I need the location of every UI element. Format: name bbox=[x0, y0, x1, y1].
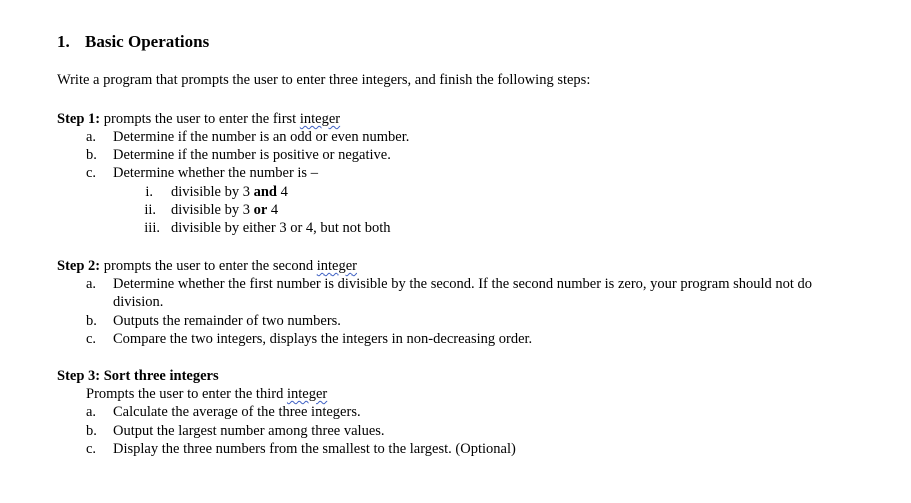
list-item-text: Display the three numbers from the smallest to the largest. (Optional) bbox=[113, 441, 516, 457]
sublist-text-post: 4 bbox=[276, 184, 288, 200]
sublist-text-post: 4 bbox=[267, 202, 279, 218]
step3-heading bbox=[57, 367, 219, 385]
list-item-text: Determine if the number is positive or negative. bbox=[113, 147, 391, 163]
list-item-text: Outputs the remainder of two numbers. bbox=[113, 313, 341, 329]
step2-text: prompts the user to enter the second bbox=[103, 258, 314, 274]
sublist-text-bold: and bbox=[253, 184, 277, 200]
section-title: Basic Operations bbox=[85, 32, 210, 51]
sublist-text-bold: or bbox=[253, 202, 268, 218]
sublist-text-pre: divisible by 3 bbox=[171, 202, 254, 218]
section-number: 1. bbox=[57, 32, 70, 51]
list-item-text: Determine whether the first number is divisible by the second. If the second number is zero, your program should not do bbox=[113, 276, 813, 292]
list-item-text: Calculate the average of the three integers. bbox=[113, 404, 361, 420]
step3-prompt bbox=[86, 385, 327, 403]
list-marker: b. bbox=[86, 313, 97, 329]
list-marker: b. bbox=[86, 423, 97, 439]
step3-underlined-word: integer bbox=[286, 386, 328, 402]
list-item-text: Determine if the number is an odd or even number. bbox=[113, 129, 410, 145]
sublist-text-pre: divisible by 3 bbox=[171, 184, 254, 200]
list-item-continuation: division. bbox=[113, 294, 164, 310]
intro-paragraph: Write a program that prompts the user to enter three integers, and finish the following steps: bbox=[57, 72, 591, 88]
sublist-item-text: divisible by either 3 or 4, but not both bbox=[171, 220, 391, 236]
sublist-item-text bbox=[171, 183, 288, 201]
sublist-marker: ii. bbox=[144, 202, 156, 218]
list-marker: a. bbox=[86, 404, 97, 420]
step2-label: Step 2: bbox=[57, 258, 101, 274]
list-marker: c. bbox=[86, 441, 97, 457]
list-item-text: Compare the two integers, displays the integers in non-decreasing order. bbox=[113, 331, 533, 347]
step1-label: Step 1: bbox=[57, 111, 101, 127]
sublist-marker: i. bbox=[145, 184, 153, 200]
step1-text: prompts the user to enter the first bbox=[103, 111, 297, 127]
step2-underlined-word: integer bbox=[316, 258, 358, 274]
list-marker: c. bbox=[86, 165, 97, 181]
step3-prompt-text: Prompts the user to enter the third bbox=[86, 386, 284, 402]
step3-label: Step 3: Sort three integers bbox=[57, 368, 219, 384]
list-item-text: Output the largest number among three values. bbox=[113, 423, 385, 439]
list-marker: c. bbox=[86, 331, 97, 347]
list-item-text: Determine whether the number is – bbox=[113, 165, 318, 181]
sublist-item-text bbox=[171, 201, 278, 219]
step1-underlined-word: integer bbox=[299, 111, 341, 127]
list-marker: a. bbox=[86, 129, 97, 145]
step2-heading bbox=[57, 257, 357, 275]
sublist-marker: iii. bbox=[144, 220, 160, 236]
step1-heading bbox=[57, 110, 340, 128]
list-marker: b. bbox=[86, 147, 97, 163]
section-heading bbox=[57, 32, 209, 52]
list-marker: a. bbox=[86, 276, 97, 292]
